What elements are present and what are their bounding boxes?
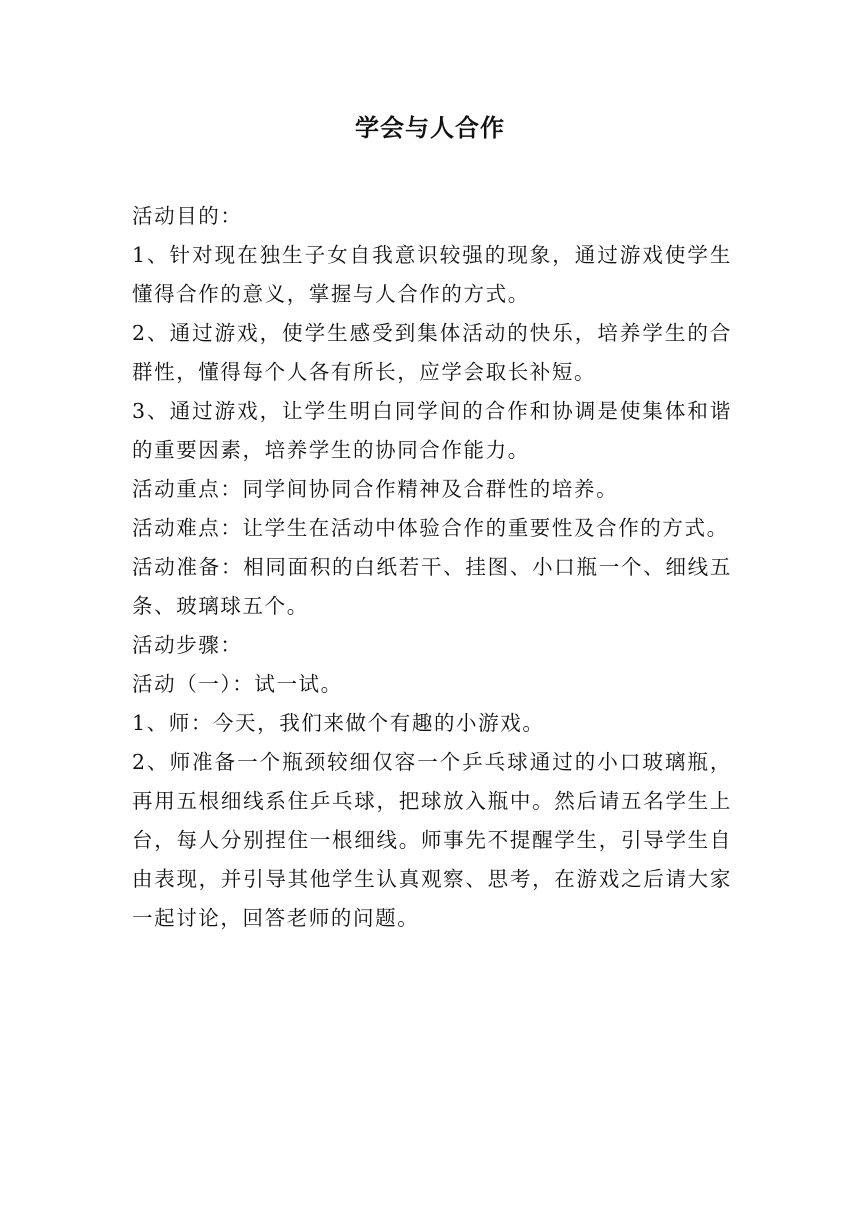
paragraph-steps-heading: 活动步骤： [132,633,243,657]
paragraph-objective-3: 3、通过游戏，让学生明白同学间的合作和协调是使集体和谐的重要因素，培养学生的协同合作能力。 [132,399,732,462]
paragraph-objective-heading: 活动目的： [132,204,243,228]
paragraph-step-2: 2、师准备一个瓶颈较细仅容一个乒乓球通过的小口玻璃瓶，再用五根细线系住乒乓球，把球放入瓶中。然后请五名学生上台，每人分别捏住一根细线。师事先不提醒学生，引导学生自由表现，并引导其他学生认真观察、思考，在游戏之后请大家一起讨论，回答老师的问题。 [132,750,732,930]
paragraph-objective-2: 2、通过游戏，使学生感受到集体活动的快乐，培养学生的合群性，懂得每个人各有所长，应学会取长补短。 [132,321,732,384]
paragraph-preparation: 活动准备：相同面积的白纸若干、挂图、小口瓶一个、细线五条、玻璃球五个。 [132,555,732,618]
paragraph-difficulty: 活动难点：让学生在活动中体验合作的重要性及合作的方式。 [132,516,729,540]
document-body [132,197,732,938]
document-title: 学会与人合作 [355,114,505,142]
paragraph-objective-1: 1、针对现在独生子女自我意识较强的现象，通过游戏使学生懂得合作的意义，掌握与人合作的方式。 [132,243,732,306]
paragraph-activity-one: 活动（一）：试一试。 [132,672,343,696]
paragraph-step-1: 1、师：今天，我们来做个有趣的小游戏。 [132,711,545,735]
paragraph-key-point: 活动重点：同学间协同合作精神及合群性的培养。 [132,477,619,501]
